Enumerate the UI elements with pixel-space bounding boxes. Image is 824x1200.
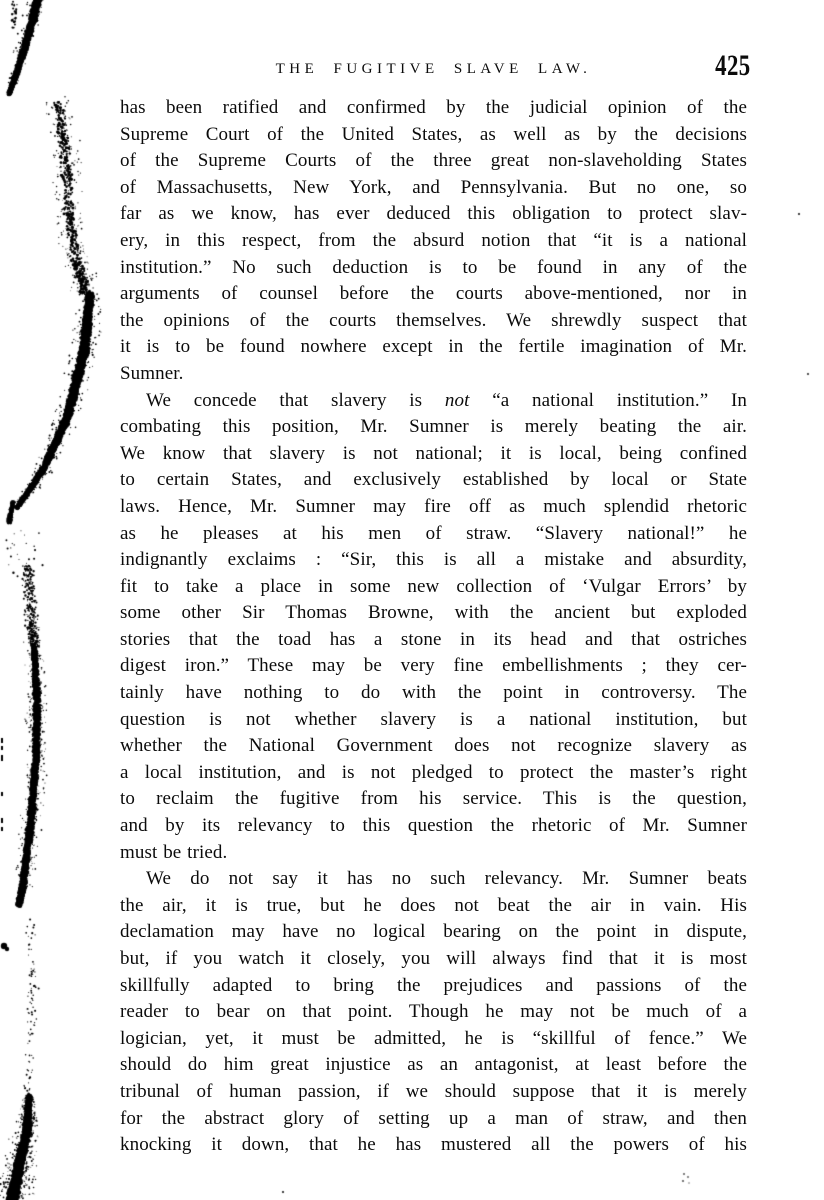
text-line: skillfully adapted to bring the prejudices and passions of the (120, 974, 747, 996)
text-line: combating this position, Mr. Sumner is merely beating the air. (120, 416, 747, 438)
text-line: arguments of counsel before the courts above-mentioned, nor in (120, 283, 747, 305)
text-line: should do him great injustice as an antagonist, at least before the (120, 1054, 747, 1076)
running-title: THE FUGITIVE SLAVE LAW. (275, 61, 592, 77)
text-line: reader to bear on that point. Though he may not be much of a (120, 1001, 747, 1023)
text-line: it is to be found nowhere except in the fertile imagination of Mr. (120, 336, 747, 358)
text-line: the opinions of the courts themselves. We shrewdly suspect that (120, 309, 747, 331)
text-line: declamation may have no logical bearing on the point in dispute, (120, 921, 747, 943)
paragraph-3 (120, 866, 747, 1159)
text-line: the air, it is true, but he does not beat the air in vain. His (120, 894, 747, 916)
text-line: to certain States, and exclusively established by local or State (120, 469, 747, 491)
running-header (120, 49, 750, 90)
text-line: as he pleases at his men of straw. “Slavery national!” he (120, 522, 747, 544)
paragraph-2 (120, 388, 747, 867)
text-line: tainly have nothing to do with the point in controversy. The (120, 682, 747, 704)
text-line: indignantly exclaims : “Sir, this is all a mistake and absurdity, (120, 549, 747, 571)
text-line: institution.” No such deduction is to be found in any of the (120, 256, 747, 278)
paragraph-1 (120, 95, 747, 388)
text-line: logician, yet, it must be admitted, he is “skillful of fence.” We (120, 1027, 747, 1049)
page-number: 425 (714, 49, 750, 82)
text-line: has been ratified and confirmed by the judicial opinion of the (120, 97, 747, 118)
text-line: knocking it down, that he has mustered all the powers of his (120, 1134, 747, 1156)
text-line: laws. Hence, Mr. Sumner may fire off as much splendid rhetoric (120, 495, 747, 517)
body-text-column (120, 95, 747, 1159)
text-line: some other Sir Thomas Browne, with the ancient but exploded (120, 602, 747, 624)
text-line: ery, in this respect, from the absurd notion that “it is a national (120, 229, 747, 251)
text-line: question is not whether slavery is a national institution, but (120, 708, 747, 730)
text-line: stories that the toad has a stone in its head and that ostriches (120, 628, 747, 650)
text-line: but, if you watch it closely, you will always find that it is most (120, 948, 747, 969)
text-line: of Massachusetts, New York, and Pennsylvania. But no one, so (120, 176, 747, 198)
text-line: digest iron.” These may be very fine embellishments ; they cer- (120, 655, 747, 677)
text-line: and by its relevancy to this question the rhetoric of Mr. Sumner (120, 815, 747, 837)
text-line: whether the National Government does not recognize slavery as (120, 735, 747, 757)
text-line: Sumner. (120, 362, 184, 384)
text-line: must be tried. (120, 841, 228, 863)
text-line: We know that slavery is not national; it is local, being confined (120, 442, 747, 464)
text-line: tribunal of human passion, if we should suppose that it is merely (120, 1080, 747, 1102)
text-line: fit to take a place in some new collection of ‘Vulgar Errors’ by (120, 575, 747, 597)
text-line: a local institution, and is not pledged to protect the master’s right (120, 761, 747, 783)
text-line: to reclaim the fugitive from his service. This is the question, (120, 788, 747, 810)
text-line: far as we know, has ever deduced this obligation to protect slav- (120, 203, 747, 225)
text-line: of the Supreme Courts of the three great non-slaveholding States (120, 150, 747, 172)
text-line: We do not say it has no such relevancy. Mr. Sumner beats (146, 868, 747, 890)
text-line: Supreme Court of the United States, as well as by the decisions (120, 123, 747, 145)
text-line: We concede that slavery is not “a national institution.” In (146, 389, 747, 411)
text-line: for the abstract glory of setting up a man of straw, and then (120, 1107, 747, 1129)
